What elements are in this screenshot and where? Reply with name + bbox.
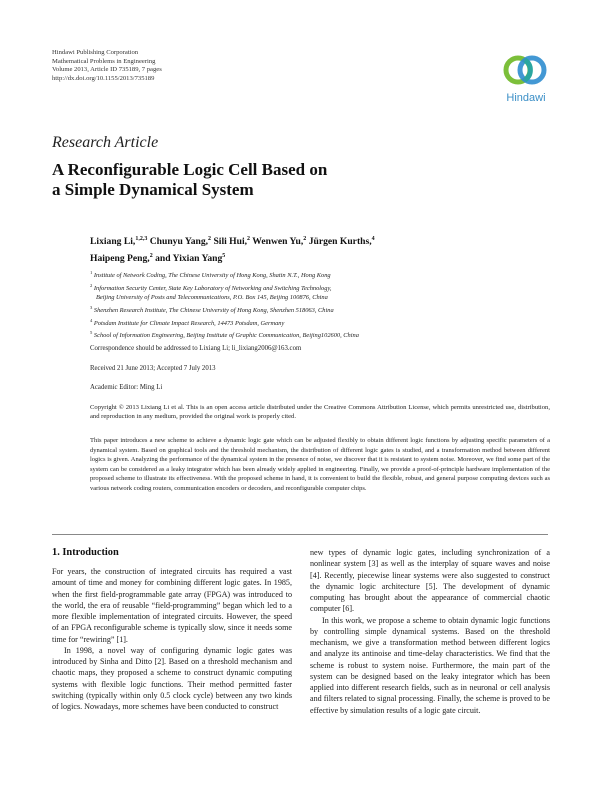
affiliation-continuation: Beijing University of Posts and Telecommunications, P.O. Box 145, Beijing 100876, China [96, 294, 328, 302]
journal-name: Mathematical Problems in Engineering [52, 57, 156, 65]
abstract-text: This paper introduces a new scheme to achieve a dynamic logic gate which can be adjusted flexibly to obtain different logic functions by adjusting specific parameters of a dynamical system. Based on graphical tools and the threshold mechanism, the distribution of different logic gates is studied, and a transformation method between different logics is given. Analyzing the performance of the dynamical system in the presence of noise, we discover that it is resistant to system noise. Moreover, we find some part of the system can be considered as a leaky integrator which has been already widely applied in engineering. Finally, we provide a proof-of-principle hardware implementation of the proposed scheme to illustrate its effectiveness. With the proposed scheme in hand, it is convenient to build the flexible, robust, and general purpose computing devices such as various network coding routers, communication encoders or decoders, and reconfigurable computer chips. [90, 437, 550, 492]
title-line-1: A Reconfigurable Logic Cell Based on [52, 160, 328, 179]
affiliation-item [90, 281, 530, 294]
affiliation-text: Information Security Center, State Key Laboratory of Networking and Switching Technology, [93, 284, 332, 292]
affiliation-item [90, 268, 530, 281]
section-heading: 1. Introduction [52, 547, 119, 558]
article-title [52, 160, 472, 200]
author-affil-sup: 5 [222, 253, 226, 260]
author-name: Wenwen Yu, [252, 236, 304, 248]
affiliation-number: 4 [90, 317, 93, 323]
body-paragraph: In 1998, a novel way of configuring dynamic logic gates was introduced by Sinha and Ditto [2]. Based on a threshold mechanism and chaotic maps, they proposed a scheme to construct dynamic computing systems with flexible logic functions. Their method permitted faster switching (typically within only 0.5 clock cycle) between any two kinds of logics. Nowadays, more schemes have been conducted to construct [52, 645, 292, 711]
author-name: Haipeng Peng, [90, 253, 150, 265]
body-column-left [52, 566, 292, 712]
article-category: Research Article [52, 134, 159, 151]
affiliation-item [90, 303, 530, 316]
copyright-notice: Copyright © 2013 Lixiang Li et al. This is an open access article distributed under the Creative Commons Attribution License, which permits unrestricted use, distribution, and reproduction in any medium, provided the original work is properly cited. [90, 404, 550, 421]
affiliation-text: School of Information Engineering, Beijing Institute of Graphic Communication, Beijing102600, China [93, 332, 359, 340]
author-affil-sup: 2 [247, 236, 251, 242]
correspondence-line: Correspondence should be addressed to Lixiang Li; li_lixiang2006@163.com [90, 345, 302, 352]
body-paragraph: In this work, we propose a scheme to obtain dynamic logic functions by controlling simple dynamical systems. Based on the threshold mechanism, we give a transformation method between different logics and analyze its antinoise and time-delay characteristics. We find that the scheme is robust to system noise. Furthermore, the main part of the system can be designed based on the leaky integrator which has been applied into different research fields, such as in neuronal or cell analysis and filters related to signal processing. Finally, the scheme is proved to be effective by simulation results of a logic gate circuit. [310, 615, 550, 715]
affiliation-number: 2 [90, 282, 93, 288]
author-affil-sup: 1,2,3 [135, 236, 148, 242]
dates-line: Received 21 June 2013; Accepted 7 July 2013 [90, 365, 216, 372]
affiliation-text: Potsdam Institute for Climate Impact Research, 14473 Potsdam, Germany [93, 319, 285, 327]
author-list [90, 232, 530, 266]
author-name: Jürgen Kurths, [308, 236, 372, 248]
logo-wordmark: Hindawi [506, 92, 546, 104]
affiliation-list [90, 268, 530, 341]
volume-info: Volume 2013, Article ID 735189, 7 pages [52, 66, 162, 74]
affiliation-text: Institute of Network Coding, The Chinese University of Hong Kong, Shatin N.T., Hong Kong [93, 272, 331, 280]
body-column-right [310, 547, 550, 716]
author-affil-sup: 2 [303, 236, 307, 242]
affiliation-item [90, 328, 530, 341]
author-name: Sili Hui, [213, 236, 248, 248]
author-affil-sup: 4 [371, 236, 375, 242]
affiliation-number: 5 [90, 330, 93, 336]
author-line-2 [90, 249, 530, 266]
author-affil-sup: 2 [208, 236, 212, 242]
section-divider [52, 534, 548, 535]
author-line-1 [90, 232, 530, 249]
affiliation-text: Shenzhen Research Institute, The Chinese University of Hong Kong, Shenzhen 518063, China [93, 307, 334, 315]
editor-line: Academic Editor: Ming Li [90, 384, 163, 391]
doi-link[interactable]: http://dx.doi.org/10.1155/2013/735189 [52, 74, 155, 82]
author-name: and Yixian Yang [155, 253, 223, 265]
affiliation-number: 1 [90, 270, 93, 275]
affiliation-number: 3 [90, 305, 93, 311]
author-name: Chunyu Yang, [149, 236, 209, 248]
author-name: Lixiang Li, [90, 236, 136, 248]
title-line-2: a Simple Dynamical System [52, 180, 254, 199]
body-paragraph: new types of dynamic logic gates, including synchronization of a nonlinear system [3] as well as the interplay of square waves and noise [4]. Recently, piecewise linear systems were also suggested to construct the dynamic logic architecture [5]. The development of dynamic computing has brought about the appearance of commercial chaotic computer [6]. [310, 548, 550, 614]
publisher-name: Hindawi Publishing Corporation [52, 49, 139, 56]
journal-header [52, 49, 162, 83]
body-paragraph: For years, the construction of integrated circuits has required a vast amount of time and money for combining different logic gates. In 1985, when the first field-programmable gate array (FPGA) was introduced to the world, the era of reusable “field-programming” began which led to a more flexible implementation of integrated circuits. However, the speed of an FPGA reconfigurable scheme is typically slow, since it needs some time for “rewiring” [1]. [52, 567, 292, 644]
author-affil-sup: 2 [149, 253, 153, 260]
affiliation-item [90, 316, 530, 329]
